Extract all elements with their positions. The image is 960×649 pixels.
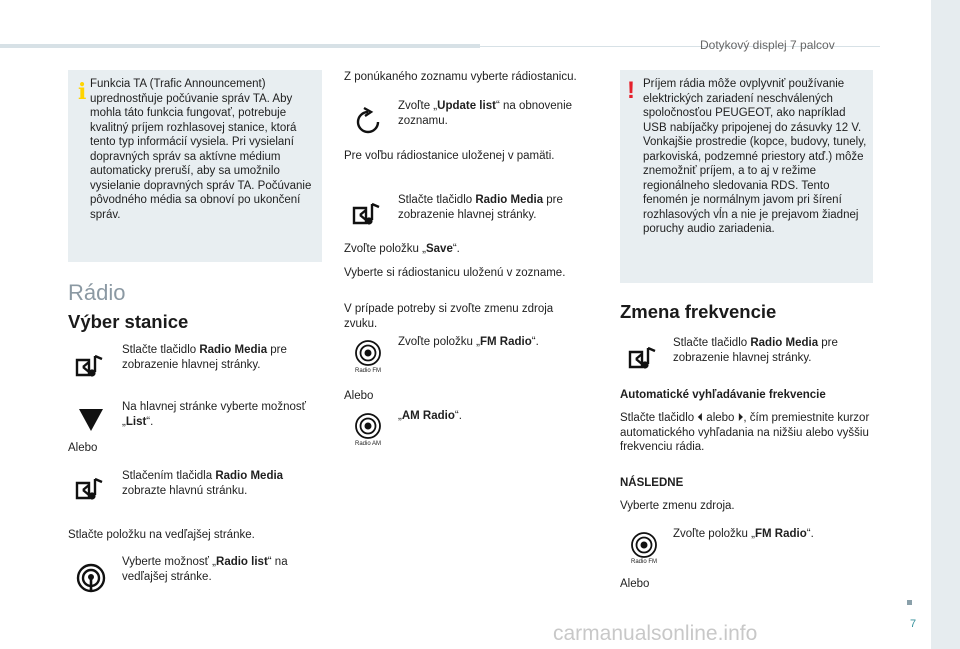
left-arrow-icon: ⏴ bbox=[697, 412, 704, 424]
step-radio-list: Vyberte možnosť „Radio list“ na vedľajšej stránke. bbox=[122, 556, 288, 583]
page-header: Dotykový displej 7 palcov bbox=[700, 38, 835, 52]
radio-media-icon bbox=[75, 350, 107, 382]
page-title: Rádio bbox=[68, 280, 126, 305]
radio-media-icon bbox=[75, 473, 107, 505]
step-fm-radio: Zvoľte položku „FM Radio“. bbox=[398, 336, 539, 348]
select-source-text: Vyberte zmenu zdroja. bbox=[620, 500, 735, 512]
right-arrow-icon: ⏵ bbox=[737, 412, 744, 424]
info-icon: i bbox=[78, 79, 87, 105]
intro-text: Z ponúkaného zoznamu vyberte rádiostanicu. bbox=[344, 71, 577, 83]
radio-am-icon bbox=[352, 411, 384, 443]
radio-fm-icon bbox=[352, 338, 384, 370]
auto-search-text: Stlačte tlačidlo ⏴ alebo ⏵, čím premiestnite kurzor automatického vyhľadania na nižšiu alebo vyššiu frekvenciu rádia. bbox=[620, 412, 870, 453]
radio-media-icon bbox=[628, 342, 660, 374]
step-am-radio: „AM Radio“. bbox=[398, 410, 462, 422]
step-radio-media-3: Stlačte tlačidlo Radio Media pre zobrazenie hlavnej stránky. bbox=[398, 194, 563, 221]
info-text: Funkcia TA (Trafic Announcement) uprednostňuje počúvanie správ TA. Aby mohla táto funkcia fungovať, potrebuje kvalitný príjem rozhlasovej stanice, ktorá tento typ informácií vysiela. Pri vysielaní dopravných správ sa aktívne médium automaticky preruší, aby sa umožnilo vysielanie dopravných správ TA. Počúvanie pôvodného média sa obnoví po ukončení správ. bbox=[90, 78, 312, 221]
alebo-label: Alebo bbox=[344, 390, 374, 402]
change-source-text: V prípade potreby si zvoľte zmenu zdroja zvuku. bbox=[344, 303, 554, 330]
alebo-label: Alebo bbox=[620, 578, 650, 590]
page-number: 7 bbox=[910, 618, 917, 630]
list-arrow-icon bbox=[75, 403, 107, 435]
step-list: Na hlavnej stránke vyberte možnosť „List“. bbox=[122, 401, 306, 428]
step-update-list: Zvoľte „Update list“ na obnovenie zoznamu. bbox=[398, 100, 573, 127]
section-title-station: Výber stanice bbox=[68, 311, 189, 332]
then-title: NÁSLEDNE bbox=[620, 477, 684, 489]
page-side-strip bbox=[931, 0, 960, 649]
step-radio-media: Stlačte tlačidlo Radio Media pre zobrazenie hlavnej stránky. bbox=[122, 344, 287, 371]
radio-media-icon bbox=[352, 198, 384, 230]
section-title-frequency: Zmena frekvencie bbox=[620, 301, 777, 322]
step-radio-media-2: Stlačením tlačidla Radio Media zobrazte hlavnú stránku. bbox=[122, 470, 284, 497]
select-saved-text: Vyberte si rádiostanicu uloženú v zozname. bbox=[344, 267, 566, 279]
update-icon bbox=[352, 106, 384, 138]
watermark: carmanualsonline.info bbox=[553, 622, 758, 645]
radio-fm-label: Radio FM bbox=[354, 368, 381, 374]
page-marker bbox=[907, 600, 912, 605]
alebo-label: Alebo bbox=[68, 442, 98, 454]
radio-list-icon bbox=[75, 562, 107, 594]
radio-am-label: Radio AM bbox=[354, 441, 381, 447]
warning-icon: ! bbox=[627, 77, 635, 104]
auto-search-title: Automatické vyhľadávanie frekvencie bbox=[620, 389, 826, 401]
next-page-text: Stlačte položku na vedľajšej stránke. bbox=[68, 529, 255, 541]
preset-intro: Pre voľbu rádiostanice uloženej v pamäti. bbox=[344, 150, 555, 162]
step-radio-media-4: Stlačte tlačidlo Radio Media pre zobrazenie hlavnej stránky. bbox=[673, 337, 838, 364]
step-fm-radio-2: Zvoľte položku „FM Radio“. bbox=[673, 528, 814, 540]
radio-fm-icon bbox=[628, 530, 660, 562]
warning-text: Príjem rádia môže ovplyvniť používanie elektrických zariadení neschválených spoločnosťou PEUGEOT, ako napríklad USB nabíjačky pripojenej do zásuvky 12 V. Vonkajšie prostredie (kopce, budovy, tunely, parkoviská, podzemné priestory atď.) môže znemožniť príjem, a to aj v režime regionálneho sledovania RDS. Tento fenomén je normálnym javom pri šírení rozhlasových vĺn a nie je prejavom žiadnej poruchy audio zariadenia. bbox=[643, 78, 867, 235]
top-rule bbox=[0, 44, 480, 48]
step-save: Zvoľte položku „Save“. bbox=[344, 243, 460, 255]
radio-fm-label: Radio FM bbox=[630, 559, 657, 565]
